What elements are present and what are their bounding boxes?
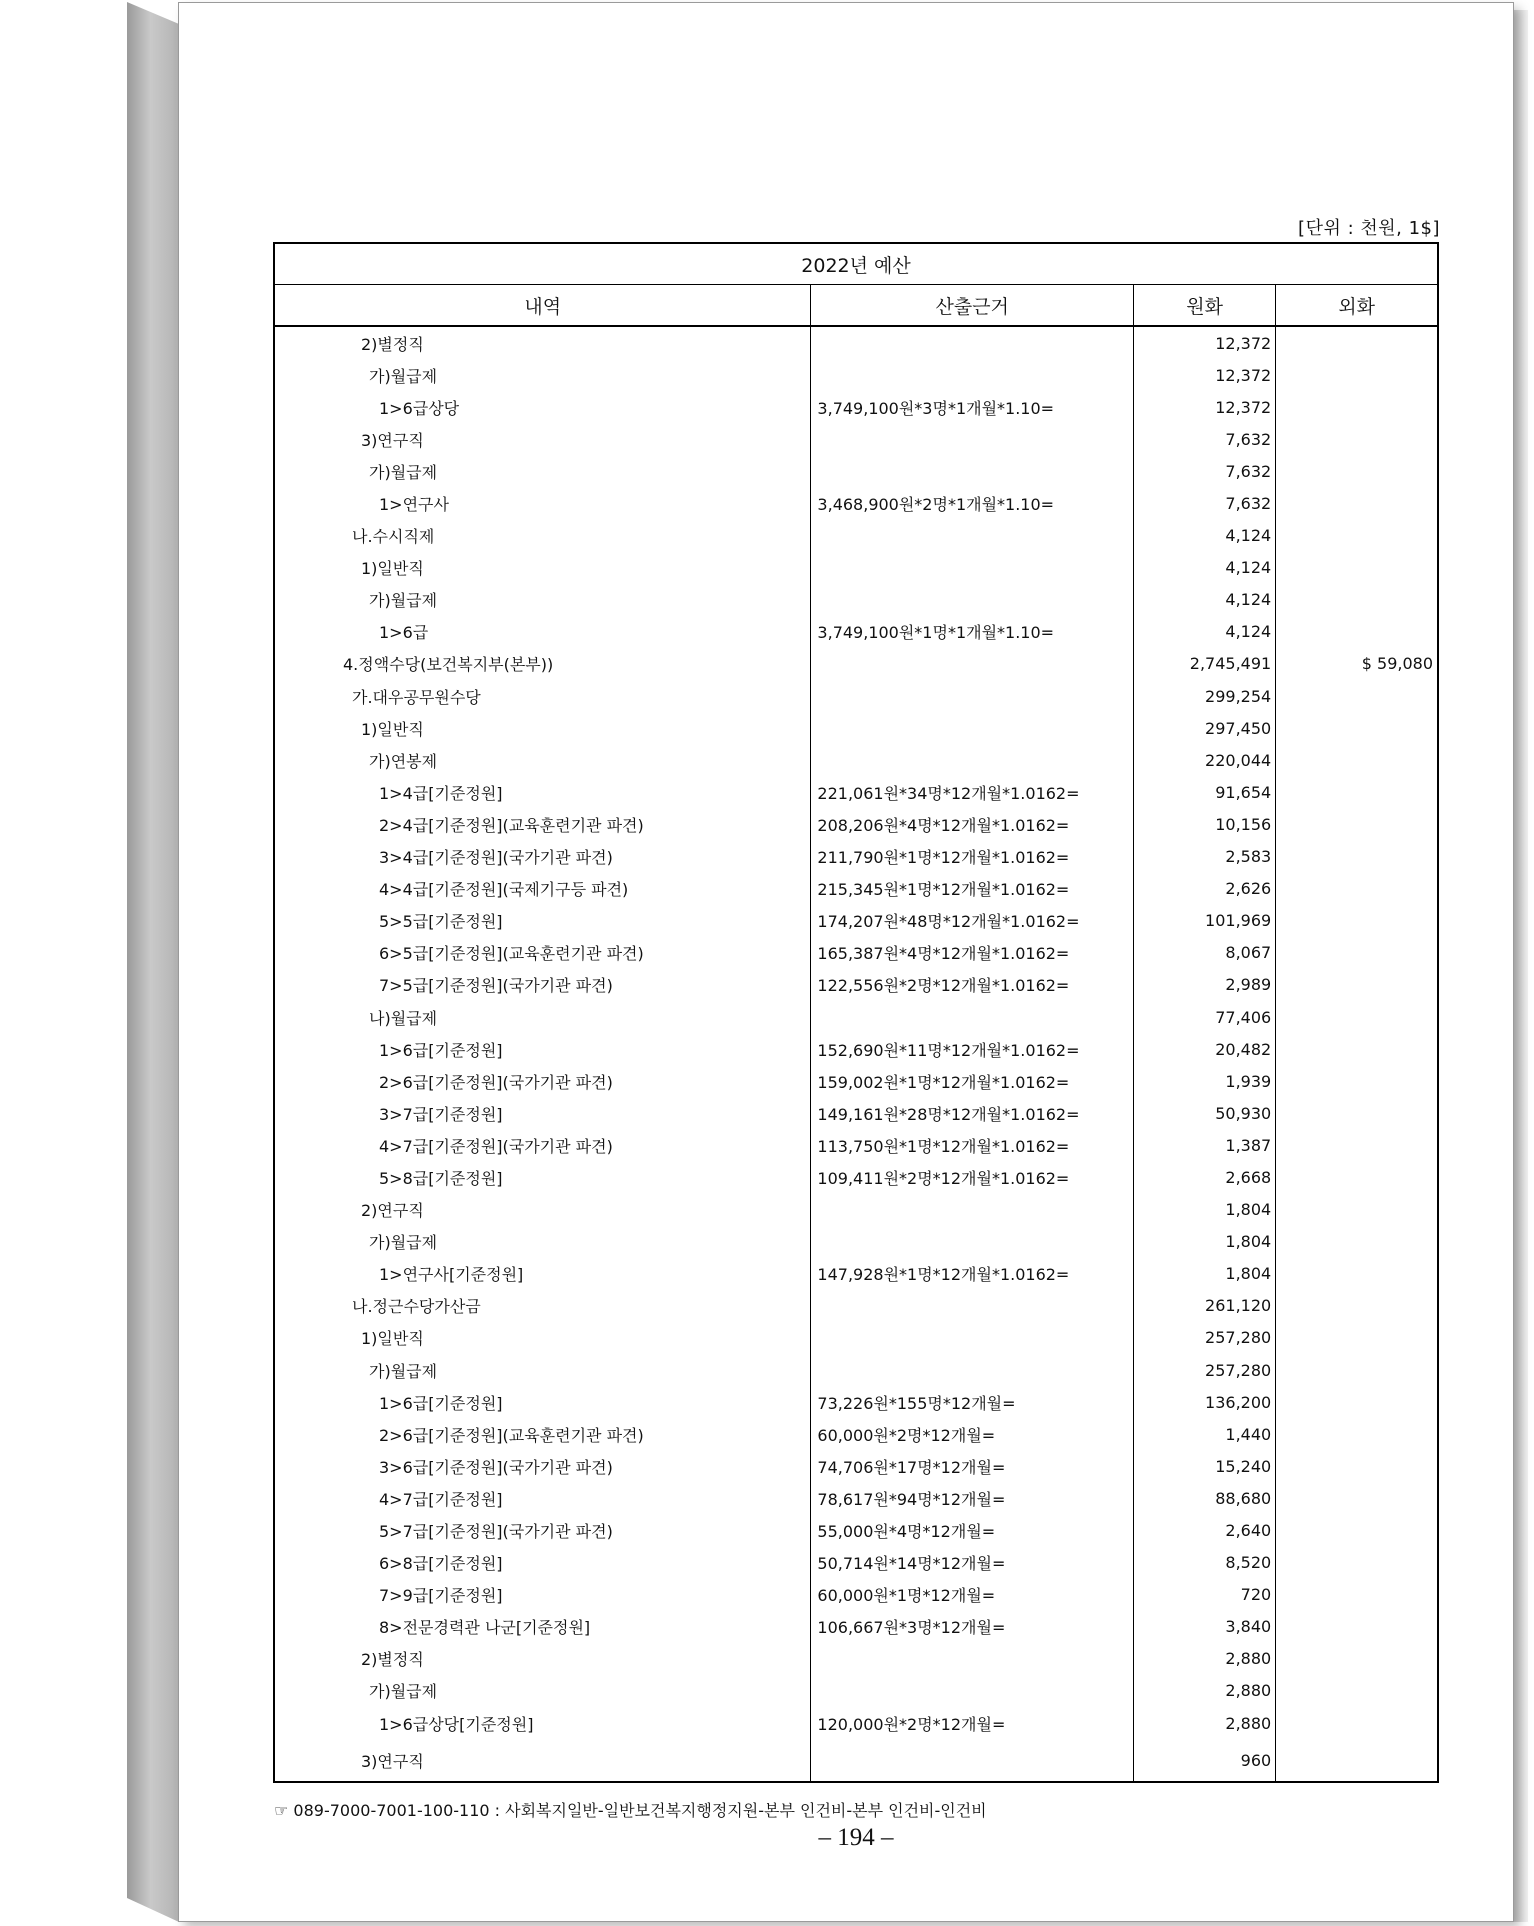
row-basis: [811, 584, 1134, 616]
table-row: [274, 1547, 1438, 1579]
table-row: [274, 1194, 1438, 1226]
table-row: [274, 1065, 1438, 1097]
row-basis: 74,706원*17명*12개월=: [811, 1450, 1134, 1482]
row-basis: 50,714원*14명*12개월=: [811, 1547, 1134, 1579]
row-fx-amount: [1276, 1611, 1438, 1643]
row-krw-amount: 7,632: [1133, 487, 1275, 519]
table-row: [274, 776, 1438, 808]
row-krw-amount: 8,067: [1133, 937, 1275, 969]
row-fx-amount: [1276, 552, 1438, 584]
row-description: 6>8급[기준정원]: [274, 1547, 811, 1579]
row-krw-amount: 2,880: [1133, 1643, 1275, 1675]
row-fx-amount: [1276, 1033, 1438, 1065]
table-row: [274, 584, 1438, 616]
row-krw-amount: 50,930: [1133, 1097, 1275, 1129]
row-krw-amount: 4,124: [1133, 584, 1275, 616]
row-basis: 60,000원*1명*12개월=: [811, 1579, 1134, 1611]
row-description: 나.수시직제: [274, 520, 811, 552]
table-row: [274, 487, 1438, 519]
row-krw-amount: 2,745,491: [1133, 648, 1275, 680]
row-basis: [811, 423, 1134, 455]
row-krw-amount: 1,440: [1133, 1418, 1275, 1450]
table-row: [274, 1675, 1438, 1707]
row-fx-amount: [1276, 326, 1438, 359]
row-krw-amount: 4,124: [1133, 552, 1275, 584]
row-fx-amount: [1276, 776, 1438, 808]
row-fx-amount: [1276, 1707, 1438, 1739]
row-krw-amount: 7,632: [1133, 455, 1275, 487]
table-row: [274, 1258, 1438, 1290]
table-row: [274, 969, 1438, 1001]
row-description: 3>4급[기준정원](국가기관 파견): [274, 841, 811, 873]
row-basis: 55,000원*4명*12개월=: [811, 1514, 1134, 1546]
column-header-desc: 내역: [274, 285, 811, 327]
row-krw-amount: 8,520: [1133, 1547, 1275, 1579]
row-basis: [811, 1675, 1134, 1707]
row-fx-amount: [1276, 808, 1438, 840]
row-krw-amount: 1,939: [1133, 1065, 1275, 1097]
table-row: [274, 648, 1438, 680]
table-row: [274, 808, 1438, 840]
row-krw-amount: 1,387: [1133, 1129, 1275, 1161]
row-basis: 165,387원*4명*12개월*1.0162=: [811, 937, 1134, 969]
row-krw-amount: 257,280: [1133, 1322, 1275, 1354]
row-krw-amount: 720: [1133, 1579, 1275, 1611]
row-description: 5>5급[기준정원]: [274, 905, 811, 937]
row-description: 3>6급[기준정원](국가기관 파견): [274, 1450, 811, 1482]
row-description: 1>6급[기준정원]: [274, 1033, 811, 1065]
row-fx-amount: [1276, 873, 1438, 905]
row-krw-amount: 2,583: [1133, 841, 1275, 873]
table-row: [274, 1354, 1438, 1386]
row-fx-amount: [1276, 1065, 1438, 1097]
row-fx-amount: [1276, 1226, 1438, 1258]
table-row: [274, 1514, 1438, 1546]
row-basis: [811, 552, 1134, 584]
row-fx-amount: [1276, 1290, 1438, 1322]
row-basis: [811, 744, 1134, 776]
row-krw-amount: 88,680: [1133, 1482, 1275, 1514]
row-fx-amount: [1276, 1001, 1438, 1033]
row-basis: 211,790원*1명*12개월*1.0162=: [811, 841, 1134, 873]
row-krw-amount: 7,632: [1133, 423, 1275, 455]
table-row: [274, 1097, 1438, 1129]
row-basis: [811, 359, 1134, 391]
table-row: [274, 1322, 1438, 1354]
row-fx-amount: [1276, 712, 1438, 744]
row-fx-amount: [1276, 1194, 1438, 1226]
row-description: 4.정액수당(보건복지부(본부)): [274, 648, 811, 680]
row-basis: 3,749,100원*3명*1개월*1.10=: [811, 391, 1134, 423]
row-krw-amount: 297,450: [1133, 712, 1275, 744]
row-krw-amount: 220,044: [1133, 744, 1275, 776]
table-row: [274, 873, 1438, 905]
row-krw-amount: 77,406: [1133, 1001, 1275, 1033]
row-krw-amount: 261,120: [1133, 1290, 1275, 1322]
row-krw-amount: 2,626: [1133, 873, 1275, 905]
row-fx-amount: [1276, 1354, 1438, 1386]
row-basis: 78,617원*94명*12개월=: [811, 1482, 1134, 1514]
row-description: 7>5급[기준정원](국가기관 파견): [274, 969, 811, 1001]
table-row: [274, 552, 1438, 584]
table-year-title: 2022년 예산: [274, 243, 1438, 285]
row-krw-amount: 10,156: [1133, 808, 1275, 840]
row-fx-amount: [1276, 1097, 1438, 1129]
row-description: 1>연구사[기준정원]: [274, 1258, 811, 1290]
row-description: 2>4급[기준정원](교육훈련기관 파견): [274, 808, 811, 840]
row-basis: 149,161원*28명*12개월*1.0162=: [811, 1097, 1134, 1129]
row-fx-amount: [1276, 905, 1438, 937]
table-row: [274, 905, 1438, 937]
row-description: 가)연봉제: [274, 744, 811, 776]
row-basis: [811, 1226, 1134, 1258]
table-row: [274, 616, 1438, 648]
row-basis: [811, 1001, 1134, 1033]
table-row: [274, 680, 1438, 712]
row-basis: 159,002원*1명*12개월*1.0162=: [811, 1065, 1134, 1097]
table-row: [274, 520, 1438, 552]
row-description: 2>6급[기준정원](국가기관 파견): [274, 1065, 811, 1097]
row-krw-amount: 257,280: [1133, 1354, 1275, 1386]
row-krw-amount: 12,372: [1133, 326, 1275, 359]
column-header-krw: 원화: [1133, 285, 1275, 327]
row-description: 1>연구사: [274, 487, 811, 519]
row-description: 2)연구직: [274, 1194, 811, 1226]
page-number: – 194 –: [818, 1824, 894, 1851]
row-basis: [811, 712, 1134, 744]
row-description: 3>7급[기준정원]: [274, 1097, 811, 1129]
row-fx-amount: [1276, 1675, 1438, 1707]
row-description: 가)월급제: [274, 584, 811, 616]
row-fx-amount: [1276, 680, 1438, 712]
row-description: 2)별정직: [274, 1643, 811, 1675]
row-description: 가)월급제: [274, 1354, 811, 1386]
table-row: [274, 1161, 1438, 1193]
row-description: 5>7급[기준정원](국가기관 파견): [274, 1514, 811, 1546]
row-description: 1)일반직: [274, 552, 811, 584]
account-code-footnote: ☞ 089-7000-7001-100-110 : 사회복지일반-일반보건복지행정지원-본부 인건비-본부 인건비-인건비: [274, 1801, 987, 1820]
row-description: 1)일반직: [274, 712, 811, 744]
row-fx-amount: [1276, 616, 1438, 648]
row-basis: [811, 1194, 1134, 1226]
row-fx-amount: [1276, 969, 1438, 1001]
row-fx-amount: [1276, 391, 1438, 423]
row-description: 1>6급상당: [274, 391, 811, 423]
row-basis: [811, 520, 1134, 552]
table-row: [274, 744, 1438, 776]
row-krw-amount: 2,989: [1133, 969, 1275, 1001]
row-fx-amount: [1276, 1258, 1438, 1290]
row-krw-amount: 2,880: [1133, 1707, 1275, 1739]
row-fx-amount: [1276, 1386, 1438, 1418]
row-description: 가)월급제: [274, 359, 811, 391]
row-krw-amount: 2,668: [1133, 1161, 1275, 1193]
row-fx-amount: [1276, 1739, 1438, 1782]
row-fx-amount: [1276, 1322, 1438, 1354]
row-fx-amount: [1276, 1482, 1438, 1514]
row-fx-amount: [1276, 841, 1438, 873]
row-fx-amount: [1276, 520, 1438, 552]
page-edge-left: [127, 2, 179, 1922]
row-basis: [811, 1290, 1134, 1322]
row-krw-amount: 4,124: [1133, 520, 1275, 552]
table-row: [274, 1643, 1438, 1675]
row-description: 가)월급제: [274, 1226, 811, 1258]
row-basis: 60,000원*2명*12개월=: [811, 1418, 1134, 1450]
row-krw-amount: 4,124: [1133, 616, 1275, 648]
row-basis: [811, 1354, 1134, 1386]
row-krw-amount: 1,804: [1133, 1226, 1275, 1258]
column-header-fx: 외화: [1276, 285, 1438, 327]
row-basis: 3,468,900원*2명*1개월*1.10=: [811, 487, 1134, 519]
table-row: [274, 326, 1438, 359]
table-row: [274, 841, 1438, 873]
row-krw-amount: 20,482: [1133, 1033, 1275, 1065]
row-basis: [811, 648, 1134, 680]
row-krw-amount: 1,804: [1133, 1258, 1275, 1290]
table-row: [274, 359, 1438, 391]
row-fx-amount: [1276, 1161, 1438, 1193]
row-description: 7>9급[기준정원]: [274, 1579, 811, 1611]
row-krw-amount: 2,640: [1133, 1514, 1275, 1546]
table-row: [274, 1290, 1438, 1322]
row-krw-amount: 2,880: [1133, 1675, 1275, 1707]
row-fx-amount: [1276, 937, 1438, 969]
row-krw-amount: 91,654: [1133, 776, 1275, 808]
table-row: [274, 1001, 1438, 1033]
row-basis: 3,749,100원*1명*1개월*1.10=: [811, 616, 1134, 648]
row-description: 가.대우공무원수당: [274, 680, 811, 712]
table-row: [274, 1611, 1438, 1643]
row-fx-amount: [1276, 455, 1438, 487]
row-description: 나)월급제: [274, 1001, 811, 1033]
row-description: 3)연구직: [274, 1739, 811, 1782]
row-krw-amount: 1,804: [1133, 1194, 1275, 1226]
row-basis: 215,345원*1명*12개월*1.0162=: [811, 873, 1134, 905]
row-description: 4>4급[기준정원](국제기구등 파견): [274, 873, 811, 905]
row-fx-amount: [1276, 1450, 1438, 1482]
row-description: 3)연구직: [274, 423, 811, 455]
row-basis: [811, 1322, 1134, 1354]
unit-label: [단위 : 천원, 1$]: [1298, 218, 1440, 239]
row-fx-amount: [1276, 359, 1438, 391]
row-basis: 113,750원*1명*12개월*1.0162=: [811, 1129, 1134, 1161]
row-fx-amount: $ 59,080: [1276, 648, 1438, 680]
row-basis: 147,928원*1명*12개월*1.0162=: [811, 1258, 1134, 1290]
row-basis: 73,226원*155명*12개월=: [811, 1386, 1134, 1418]
table-row: [274, 455, 1438, 487]
table-row: [274, 1386, 1438, 1418]
column-header-basis: 산출근거: [811, 285, 1134, 327]
row-basis: 120,000원*2명*12개월=: [811, 1707, 1134, 1739]
table-row: [274, 1418, 1438, 1450]
row-description: 1)일반직: [274, 1322, 811, 1354]
row-basis: 208,206원*4명*12개월*1.0162=: [811, 808, 1134, 840]
row-description: 가)월급제: [274, 1675, 811, 1707]
row-description: 1>6급[기준정원]: [274, 1386, 811, 1418]
row-krw-amount: 136,200: [1133, 1386, 1275, 1418]
row-description: 1>6급상당[기준정원]: [274, 1707, 811, 1739]
row-krw-amount: 960: [1133, 1739, 1275, 1782]
table-row: [274, 391, 1438, 423]
table-row: [274, 712, 1438, 744]
row-description: 4>7급[기준정원]: [274, 1482, 811, 1514]
table-body: [274, 326, 1438, 1782]
row-basis: 122,556원*2명*12개월*1.0162=: [811, 969, 1134, 1001]
row-krw-amount: 299,254: [1133, 680, 1275, 712]
table-row: [274, 1129, 1438, 1161]
table-row: [274, 1450, 1438, 1482]
row-description: 4>7급[기준정원](국가기관 파견): [274, 1129, 811, 1161]
row-description: 1>4급[기준정원]: [274, 776, 811, 808]
row-fx-amount: [1276, 1643, 1438, 1675]
row-basis: 152,690원*11명*12개월*1.0162=: [811, 1033, 1134, 1065]
table-row: [274, 1482, 1438, 1514]
row-krw-amount: 101,969: [1133, 905, 1275, 937]
table-row: [274, 1579, 1438, 1611]
row-description: 나.정근수당가산금: [274, 1290, 811, 1322]
page-edge-right: [1512, 10, 1528, 1922]
row-description: 가)월급제: [274, 455, 811, 487]
row-basis: 174,207원*48명*12개월*1.0162=: [811, 905, 1134, 937]
row-description: 2>6급[기준정원](교육훈련기관 파견): [274, 1418, 811, 1450]
budget-table: [273, 242, 1439, 1783]
row-description: 5>8급[기준정원]: [274, 1161, 811, 1193]
row-fx-amount: [1276, 1129, 1438, 1161]
table-row: [274, 937, 1438, 969]
row-basis: [811, 326, 1134, 359]
row-krw-amount: 12,372: [1133, 359, 1275, 391]
row-basis: 221,061원*34명*12개월*1.0162=: [811, 776, 1134, 808]
row-description: 1>6급: [274, 616, 811, 648]
row-basis: [811, 1739, 1134, 1782]
row-fx-amount: [1276, 1514, 1438, 1546]
row-fx-amount: [1276, 423, 1438, 455]
row-description: 6>5급[기준정원](교육훈련기관 파견): [274, 937, 811, 969]
row-basis: 106,667원*3명*12개월=: [811, 1611, 1134, 1643]
table-row: [274, 423, 1438, 455]
row-description: 2)별정직: [274, 326, 811, 359]
row-fx-amount: [1276, 584, 1438, 616]
table-row: [274, 1033, 1438, 1065]
row-fx-amount: [1276, 744, 1438, 776]
row-krw-amount: 3,840: [1133, 1611, 1275, 1643]
table-row: [274, 1739, 1438, 1782]
row-basis: [811, 1643, 1134, 1675]
row-fx-amount: [1276, 487, 1438, 519]
table-row: [274, 1226, 1438, 1258]
row-krw-amount: 15,240: [1133, 1450, 1275, 1482]
row-fx-amount: [1276, 1547, 1438, 1579]
row-description: 8>전문경력관 나군[기준정원]: [274, 1611, 811, 1643]
row-basis: 109,411원*2명*12개월*1.0162=: [811, 1161, 1134, 1193]
row-fx-amount: [1276, 1579, 1438, 1611]
row-krw-amount: 12,372: [1133, 391, 1275, 423]
row-basis: [811, 680, 1134, 712]
row-fx-amount: [1276, 1418, 1438, 1450]
table-row: [274, 1707, 1438, 1739]
row-basis: [811, 455, 1134, 487]
